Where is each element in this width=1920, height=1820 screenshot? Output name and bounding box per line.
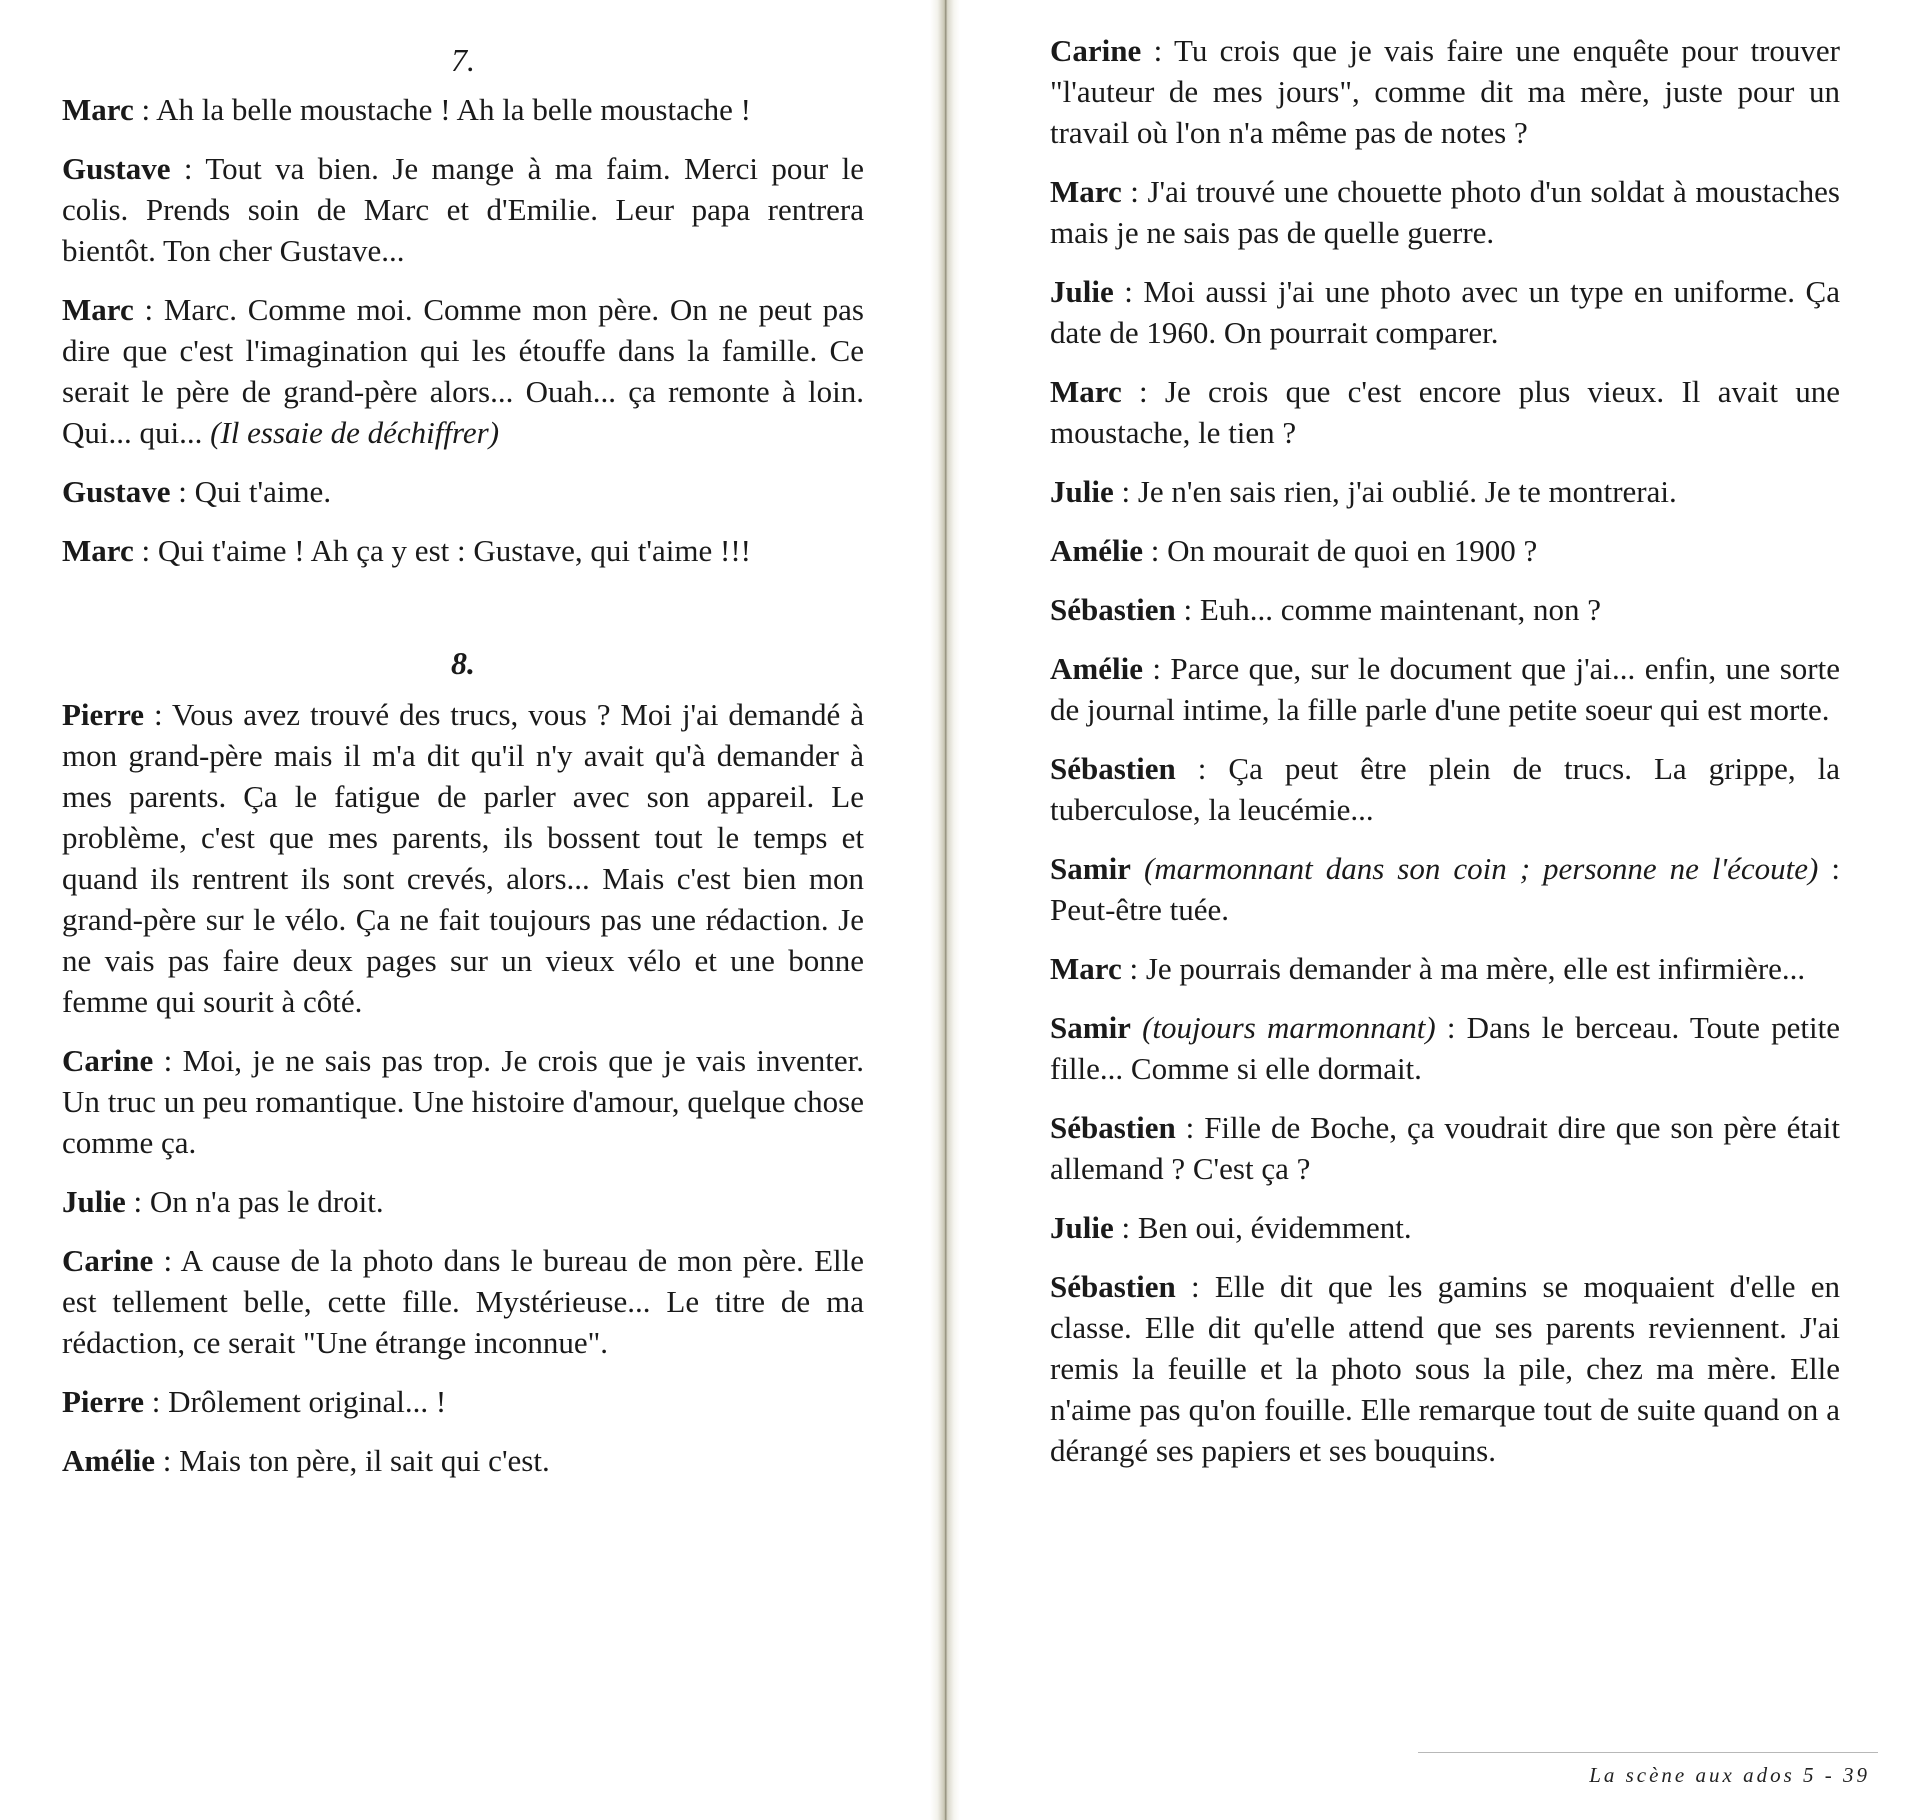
dialogue-text: On mourait de quoi en 1900 ? (1167, 533, 1538, 568)
speaker-separator: : (1121, 374, 1165, 409)
dialogue-text: Moi, je ne sais pas trop. Je crois que je vais inventer. Un truc un peu romantique. Une histoire d'amour, quelque chose comme ça. (62, 1043, 864, 1160)
speaker-separator: : (1175, 1269, 1215, 1304)
speaker-name: Sébastien (1050, 1110, 1176, 1145)
speaker-separator (1131, 851, 1144, 886)
dialogue-line (1050, 271, 1840, 353)
dialogue-line (1050, 948, 1840, 989)
speaker-separator: : (144, 697, 172, 732)
left-column (62, 42, 864, 1499)
speaker-separator: : (133, 292, 164, 327)
dialogue-line (62, 1440, 864, 1481)
dialogue-line (1050, 648, 1840, 730)
left-page (0, 0, 940, 1820)
dialogue-line (1050, 371, 1840, 453)
dialogue-text: Je crois que c'est encore plus vieux. Il avait une moustache, le tien ? (1050, 374, 1840, 450)
speaker-separator: : (133, 533, 158, 568)
dialogue-text: Parce que, sur le document que j'ai... enfin, une sorte de journal intime, la fille parle d'une petite soeur qui est morte. (1050, 651, 1840, 727)
dialogue-line (62, 1240, 864, 1363)
stage-direction: (marmonnant dans son coin ; personne ne l'écoute) (1143, 851, 1819, 886)
dialogue-line (62, 1381, 864, 1422)
speaker-separator: : (170, 151, 206, 186)
dialogue-line (1050, 30, 1840, 153)
dialogue-text: Qui t'aime. (194, 474, 332, 509)
dialogue-text: Vous avez trouvé des trucs, vous ? Moi j'ai demandé à mon grand-père mais il m'a dit qu'il n'y avait qu'à demander à mes parents. Ça le fatigue de parler avec son appareil. Le problème, c'est que mes parents, ils bossent tout le temps et quand ils rentrent ils sont crevés, alors... Mais c'est bien mon grand-père sur le vélo. Ça ne fait toujours pas une rédaction. Je ne vais pas faire deux pages sur un vieux vélo et une bonne femme qui sourit à côté. (62, 697, 864, 1019)
speaker-separator: : (1113, 1210, 1138, 1245)
dialogue-line (62, 694, 864, 1022)
dialogue-text: J'ai trouvé une chouette photo d'un soldat à moustaches mais je ne sais pas de quelle guerre. (1050, 174, 1840, 250)
dialogue-text: : Dans le berceau. Toute petite fille... Comme si elle dormait. (1050, 1010, 1840, 1086)
dialogue-text: Moi aussi j'ai une photo avec un type en uniforme. Ça date de 1960. On pourrait comparer. (1050, 274, 1840, 350)
footer-rule (1418, 1752, 1878, 1753)
dialogue-line (62, 530, 864, 571)
speaker-name: Amélie (1050, 533, 1143, 568)
dialogue-text: Tu crois que je vais faire une enquête pour trouver "l'auteur de mes jours", comme dit ma mère, juste pour un travail où l'on n'a même pas de notes ? (1050, 33, 1840, 150)
dialogue-text: Je n'en sais rien, j'ai oublié. Je te montrerai. (1137, 474, 1677, 509)
speaker-separator: : (1113, 274, 1144, 309)
speaker-name: Marc (62, 92, 134, 127)
speaker-separator: : (1121, 951, 1146, 986)
speaker-separator: : (1175, 592, 1200, 627)
speaker-name: Gustave (62, 151, 171, 186)
speaker-name: Julie (62, 1184, 126, 1219)
right-page (960, 0, 1920, 1820)
speaker-name: Sébastien (1050, 751, 1176, 786)
speaker-name: Amélie (62, 1443, 155, 1478)
dialogue-text: A cause de la photo dans le bureau de mon père. Elle est tellement belle, cette fille. Mystérieuse... Le titre de ma rédaction, ce serait "Une étrange inconnue". (62, 1243, 864, 1360)
dialogue-line (1050, 471, 1840, 512)
dialogue-text: Euh... comme maintenant, non ? (1199, 592, 1602, 627)
speaker-name: Samir (1050, 851, 1131, 886)
dialogue-line (62, 1181, 864, 1222)
dialogue-line (62, 471, 864, 512)
speaker-separator (1131, 1010, 1142, 1045)
speaker-separator: : (154, 1443, 180, 1478)
speaker-name: Julie (1050, 1210, 1114, 1245)
speaker-name: Sébastien (1050, 1269, 1176, 1304)
speaker-name: Marc (1050, 374, 1122, 409)
speaker-separator: : (1142, 533, 1168, 568)
dialogue-text: Je pourrais demander à ma mère, elle est infirmière... (1145, 951, 1806, 986)
dialogue-text: Marc. Comme moi. Comme mon père. On ne peut pas dire que c'est l'imagination qui les étouffe dans la famille. Ce serait le père de grand-père alors... Ouah... ça remonte à loin. Qui... qui... (62, 292, 864, 450)
speaker-separator: : (133, 92, 157, 127)
dialogue-text: Tout va bien. Je mange à ma faim. Merci pour le colis. Prends soin de Marc et d'Emilie. Leur papa rentrera bientôt. Ton cher Gustave... (62, 151, 864, 268)
speaker-name: Gustave (62, 474, 171, 509)
speaker-name: Marc (1050, 951, 1122, 986)
dialogue-line (1050, 1266, 1840, 1471)
dialogue-text: Ça peut être plein de trucs. La grippe, la tuberculose, la leucémie... (1050, 751, 1840, 827)
dialogue-line (1050, 748, 1840, 830)
speaker-separator: : (1175, 1110, 1205, 1145)
dialogue-line (62, 289, 864, 453)
speaker-name: Carine (62, 1043, 154, 1078)
scene-8-title: 8. (451, 645, 475, 681)
dialogue-text: Mais ton père, il sait qui c'est. (179, 1443, 550, 1478)
speaker-name: Marc (62, 292, 134, 327)
speaker-separator: : (153, 1243, 181, 1278)
dialogue-text: Ben oui, évidemment. (1137, 1210, 1412, 1245)
right-column (1050, 30, 1840, 1489)
speaker-separator: : (153, 1043, 183, 1078)
speaker-name: Carine (1050, 33, 1142, 68)
speaker-separator: : (1175, 751, 1229, 786)
dialogue-line (62, 148, 864, 271)
speaker-name: Amélie (1050, 651, 1143, 686)
speaker-separator: : (1113, 474, 1138, 509)
speaker-name: Marc (1050, 174, 1122, 209)
dialogue-line (1050, 530, 1840, 571)
speaker-name: Julie (1050, 274, 1114, 309)
speaker-name: Marc (62, 533, 134, 568)
speaker-separator: : (170, 474, 195, 509)
dialogue-line (62, 1040, 864, 1163)
dialogue-line (1050, 1107, 1840, 1189)
dialogue-text: On n'a pas le droit. (149, 1184, 384, 1219)
dialogue-line (1050, 589, 1840, 630)
stage-direction: (toujours marmonnant) (1142, 1010, 1436, 1045)
dialogue-text: Ah la belle moustache ! Ah la belle moustache ! (156, 92, 751, 127)
dialogue-line (62, 89, 864, 130)
speaker-name: Pierre (62, 1384, 145, 1419)
dialogue-line (1050, 1207, 1840, 1248)
dialogue-text: : Peut-être tuée. (1050, 851, 1840, 927)
book-gutter (930, 0, 960, 1820)
dialogue-text: Elle dit que les gamins se moquaient d'elle en classe. Elle dit qu'elle attend que ses parents reviennent. J'ai remis la feuille et la photo sous la pile, chez ma mère. Elle n'aime pas qu'on fouille. Elle remarque tout de suite quand on a dérangé ses papiers et ses bouquins. (1050, 1269, 1840, 1468)
speaker-separator: : (1121, 174, 1148, 209)
speaker-name: Carine (62, 1243, 154, 1278)
dialogue-text: Fille de Boche, ça voudrait dire que son père était allemand ? C'est ça ? (1050, 1110, 1840, 1186)
stage-direction: (Il essaie de déchiffrer) (210, 415, 500, 450)
speaker-separator: : (125, 1184, 150, 1219)
dialogue-text: Drôlement original... ! (168, 1384, 447, 1419)
page-footer: La scène aux ados 5 - 39 (1589, 1763, 1870, 1787)
speaker-name: Sébastien (1050, 592, 1176, 627)
dialogue-line (1050, 848, 1840, 930)
speaker-separator: : (1142, 651, 1171, 686)
dialogue-line (1050, 1007, 1840, 1089)
speaker-name: Julie (1050, 474, 1114, 509)
speaker-separator: : (1141, 33, 1174, 68)
scene-7-title: 7. (451, 42, 475, 78)
speaker-name: Samir (1050, 1010, 1131, 1045)
dialogue-line (1050, 171, 1840, 253)
dialogue-text: Qui t'aime ! Ah ça y est : Gustave, qui t'aime !!! (157, 533, 751, 568)
speaker-separator: : (144, 1384, 169, 1419)
speaker-name: Pierre (62, 697, 145, 732)
